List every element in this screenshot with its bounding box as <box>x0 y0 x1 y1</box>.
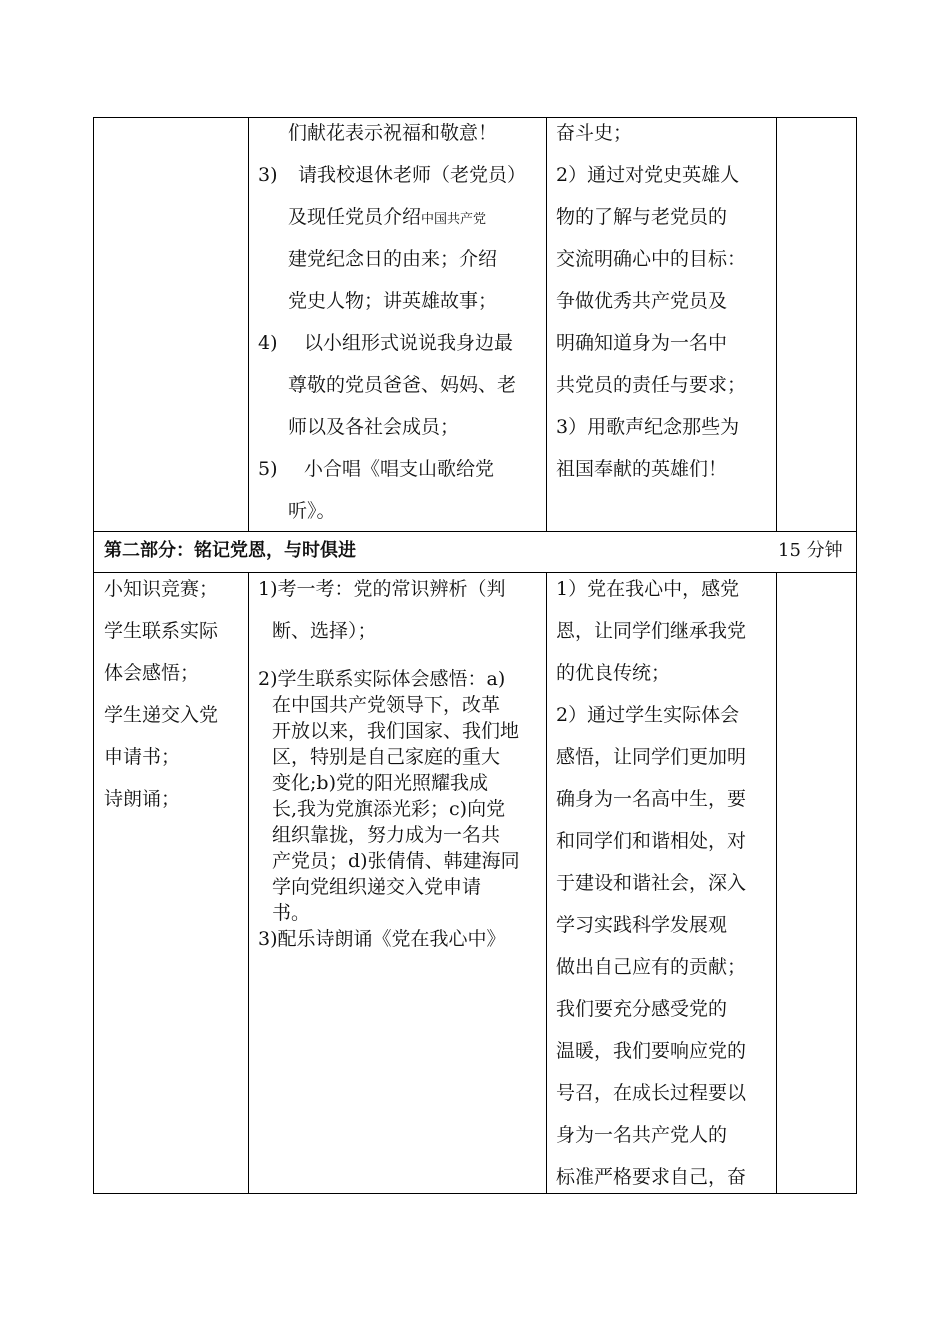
row2-activities-cell <box>258 568 546 952</box>
col-divider-2 <box>546 118 547 531</box>
col-divider-1 <box>248 118 249 531</box>
text-line: 师以及各社会成员； <box>288 416 460 438</box>
text-line: 小合唱《唱支山歌给党 <box>298 458 495 480</box>
text-line: 1)考一考：党的常识辨析（判 <box>258 578 506 600</box>
text-line: 小知识竞赛； <box>104 578 219 600</box>
text-line: 2）通过学生实际体会 <box>556 704 740 726</box>
text-line: 物的了解与老党员的 <box>556 206 728 228</box>
list-item <box>258 322 546 364</box>
text-line: 建党纪念日的由来；介绍 <box>288 248 498 270</box>
text-line: 的优良传统； <box>556 662 671 684</box>
list-item-cont <box>258 196 546 238</box>
text-line: 学生递交入党 <box>104 704 219 726</box>
text-line: 温暖，我们要响应党的 <box>556 1040 747 1062</box>
text-line: 交流明确心中的目标： <box>556 248 747 270</box>
text-line: 标准严格要求自己，奋 <box>556 1166 747 1188</box>
text-line: 产党员；d)张倩倩、韩建海同 <box>272 850 520 872</box>
text-line: 感悟，让同学们更加明 <box>556 746 747 768</box>
text-line: 变化;b)党的阳光照耀我成 <box>272 772 488 794</box>
text-line: 请我校退休老师（老党员） <box>298 164 527 186</box>
section-duration: 15 分钟 <box>778 540 843 561</box>
text-line: 书。 <box>272 902 311 924</box>
col-divider-3b <box>776 572 777 1194</box>
row2-methods-cell <box>104 568 248 820</box>
text-line: 听》。 <box>288 500 336 522</box>
text-line: 学生联系实际 <box>104 620 219 642</box>
item2-block <box>258 666 546 952</box>
list-item <box>258 154 546 196</box>
row2-goals-cell <box>556 568 776 1198</box>
row1-goals-cell <box>556 112 776 490</box>
text-line: 号召，在成长过程要以 <box>556 1082 747 1104</box>
text-line: 确身为一名高中生，要 <box>556 788 747 810</box>
text-line: 恩，让同学们继承我党 <box>556 620 747 642</box>
row1-activities-cell <box>258 112 546 532</box>
col-divider-2b <box>546 572 547 1194</box>
text-line: 身为一名共产党人的 <box>556 1124 728 1146</box>
text-line: 明确知道身为一名中 <box>556 332 728 354</box>
text-line: 于建设和谐社会，深入 <box>556 872 747 894</box>
item-number: 3) <box>258 164 278 186</box>
col-divider-1b <box>248 572 249 1194</box>
text-line: 尊敬的党员爸爸、妈妈、老 <box>288 374 517 396</box>
section-title: 第二部分：铭记党恩，与时俱进 <box>104 540 356 561</box>
text-line: 学向党组织递交入党申请 <box>272 876 482 898</box>
text-line: 开放以来，我们国家、我们地 <box>272 720 520 742</box>
text-line: 体会感悟； <box>104 662 200 684</box>
text-line: 和同学们和谐相处，对 <box>556 830 747 852</box>
text-line: 争做优秀共产党员及 <box>556 290 728 312</box>
text-line: 党史人物；讲英雄故事； <box>288 290 498 312</box>
text-line: 2)学生联系实际体会感悟：a) <box>258 668 506 690</box>
text-line: 断、选择）； <box>272 620 377 642</box>
col-divider-3 <box>776 118 777 531</box>
text-line: 3)配乐诗朗诵《党在我心中》 <box>258 928 506 950</box>
text-line: 学习实践科学发展观 <box>556 914 728 936</box>
text-line: 及现任党员介绍 <box>288 206 422 228</box>
text-line: 区，特别是自己家庭的重大 <box>272 746 501 768</box>
text-line: 们献花表示祝福和敬意！ <box>288 122 498 144</box>
text-line: 长,我为党旗添光彩；c)向党 <box>272 798 506 820</box>
text-line: 3）用歌声纪念那些为 <box>556 416 740 438</box>
small-text: 中国共产党 <box>421 212 487 227</box>
text-line: 2）通过对党史英雄人 <box>556 164 740 186</box>
text-line: 诗朗诵； <box>104 788 181 810</box>
text-line: 以小组形式说说我身边最 <box>298 332 514 354</box>
lesson-plan-table <box>93 117 857 1194</box>
list-item <box>258 448 546 490</box>
text-line: 做出自己应有的贡献； <box>556 956 747 978</box>
text-line: 祖国奉献的英雄们！ <box>556 458 728 480</box>
text-line: 我们要充分感受党的 <box>556 998 728 1020</box>
text-line: 在中国共产党领导下，改革 <box>272 694 501 716</box>
text-line: 组织靠拢，努力成为一名共 <box>272 824 501 846</box>
text-line: 申请书； <box>104 746 181 768</box>
item-number: 5) <box>258 458 278 480</box>
text-line: 1）党在我心中，感党 <box>556 578 740 600</box>
text-line: 共党员的责任与要求； <box>556 374 747 396</box>
item-number: 4) <box>258 332 278 354</box>
text-line: 奋斗史； <box>556 122 633 144</box>
